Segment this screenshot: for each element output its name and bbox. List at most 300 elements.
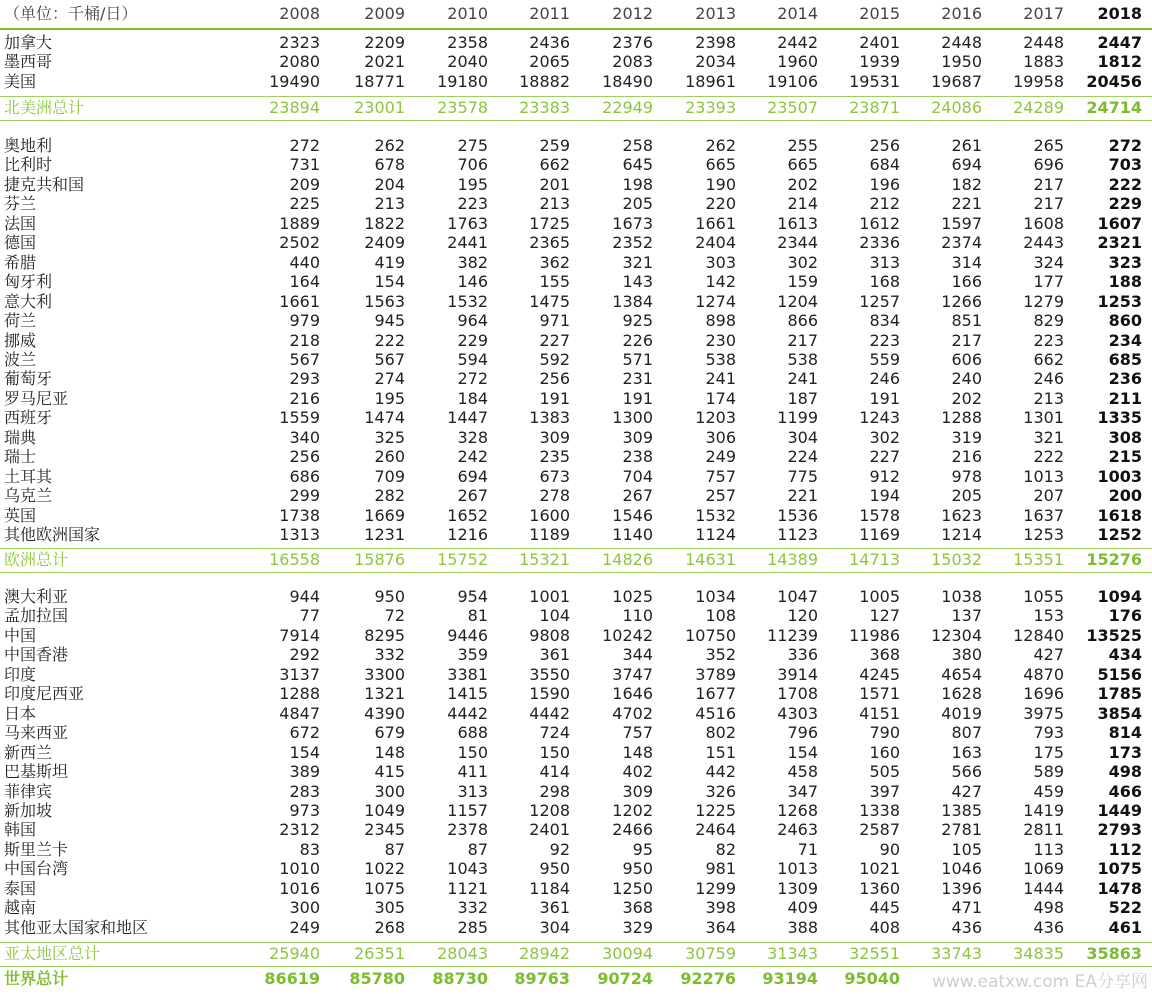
value-cell: 2080 [279, 52, 320, 72]
value-cell: 300 [289, 898, 320, 918]
value-cell: 2781 [941, 820, 982, 840]
value-cell: 231 [622, 369, 653, 389]
value-cell: 323 [1108, 252, 1142, 272]
value-cell: 22949 [602, 98, 653, 117]
value-cell: 9808 [529, 625, 570, 645]
value-cell: 1189 [529, 525, 570, 544]
value-cell: 1047 [777, 587, 818, 606]
value-cell: 23894 [269, 98, 320, 117]
value-cell: 1288 [941, 408, 982, 428]
value-cell: 223 [1033, 330, 1064, 350]
value-cell: 1652 [447, 505, 488, 525]
row-label: 中国香港 [4, 645, 69, 665]
value-cell: 34835 [1013, 944, 1064, 963]
value-cell: 19180 [437, 71, 488, 91]
value-cell: 32551 [849, 944, 900, 963]
value-cell: 11239 [767, 625, 818, 645]
value-cell: 71 [797, 839, 818, 859]
value-cell: 221 [951, 194, 982, 214]
value-cell: 262 [705, 136, 736, 155]
value-cell: 176 [1108, 606, 1142, 626]
row-label: 新加坡 [4, 800, 53, 820]
value-cell: 954 [457, 587, 488, 606]
value-cell: 1124 [695, 525, 736, 544]
value-cell: 272 [457, 369, 488, 389]
value-cell: 445 [869, 898, 900, 918]
table-row [0, 506, 1152, 526]
value-cell: 1043 [447, 859, 488, 879]
value-cell: 2312 [279, 820, 320, 840]
value-cell: 23871 [849, 98, 900, 117]
value-cell: 23001 [354, 98, 405, 117]
value-cell: 731 [289, 155, 320, 175]
value-cell: 4442 [447, 703, 488, 723]
value-cell: 2344 [777, 233, 818, 253]
value-cell: 30759 [685, 944, 736, 963]
value-cell: 2404 [695, 233, 736, 253]
value-cell: 226 [622, 330, 653, 350]
year-header: 2011 [529, 4, 570, 23]
header-row [0, 4, 1152, 24]
value-cell: 4702 [612, 703, 653, 723]
value-cell: 925 [622, 311, 653, 331]
value-cell: 2378 [447, 820, 488, 840]
value-cell: 154 [787, 742, 818, 762]
value-cell: 950 [622, 859, 653, 879]
value-cell: 981 [705, 859, 736, 879]
value-cell: 2464 [695, 820, 736, 840]
value-cell: 216 [951, 447, 982, 467]
value-cell: 1578 [859, 505, 900, 525]
value-cell: 24714 [1086, 98, 1142, 117]
value-cell: 30094 [602, 944, 653, 963]
value-cell: 336 [787, 645, 818, 665]
value-cell: 3854 [1097, 703, 1142, 723]
value-cell: 459 [1033, 781, 1064, 801]
value-cell: 19958 [1013, 71, 1064, 91]
value-cell: 105 [951, 839, 982, 859]
value-cell: 665 [787, 155, 818, 175]
table-row [0, 331, 1152, 351]
value-cell: 229 [457, 330, 488, 350]
value-cell: 724 [539, 723, 570, 743]
value-cell: 466 [1108, 781, 1142, 801]
value-cell: 442 [705, 762, 736, 782]
value-cell: 436 [1033, 917, 1064, 937]
table-row [0, 311, 1152, 331]
value-cell: 2358 [447, 33, 488, 52]
value-cell: 1812 [1097, 52, 1142, 72]
value-cell: 85780 [349, 969, 405, 988]
value-cell: 1597 [941, 213, 982, 233]
value-cell: 255 [787, 136, 818, 155]
value-cell: 397 [869, 781, 900, 801]
table-row [0, 723, 1152, 743]
value-cell: 388 [787, 917, 818, 937]
row-label: 加拿大 [4, 33, 53, 52]
value-cell: 814 [1108, 723, 1142, 743]
value-cell: 272 [1108, 136, 1142, 155]
value-cell: 1447 [447, 408, 488, 428]
row-label: 法国 [4, 213, 37, 233]
value-cell: 309 [622, 427, 653, 447]
value-cell: 1252 [1097, 525, 1142, 544]
value-cell: 703 [1108, 155, 1142, 175]
value-cell: 1204 [777, 291, 818, 311]
value-cell: 285 [457, 917, 488, 937]
table-row [0, 704, 1152, 724]
value-cell: 1300 [612, 408, 653, 428]
value-cell: 18961 [685, 71, 736, 91]
value-cell: 498 [1033, 898, 1064, 918]
value-cell: 1415 [447, 684, 488, 704]
value-cell: 223 [457, 194, 488, 214]
value-cell: 90 [879, 839, 900, 859]
value-cell: 973 [289, 800, 320, 820]
value-cell: 332 [457, 898, 488, 918]
value-cell: 706 [457, 155, 488, 175]
value-cell: 217 [1033, 174, 1064, 194]
value-cell: 673 [539, 466, 570, 486]
subtotal-row [0, 944, 1152, 964]
value-cell: 83 [299, 839, 320, 859]
value-cell: 1763 [447, 213, 488, 233]
value-cell: 3381 [447, 664, 488, 684]
row-label: 斯里兰卡 [4, 839, 69, 859]
value-cell: 175 [1033, 742, 1064, 762]
value-cell: 196 [869, 174, 900, 194]
value-cell: 402 [622, 762, 653, 782]
row-label: 越南 [4, 898, 37, 918]
table-row [0, 369, 1152, 389]
row-label: 乌克兰 [4, 486, 53, 506]
value-cell: 1590 [529, 684, 570, 704]
value-cell: 592 [539, 349, 570, 369]
value-cell: 224 [787, 447, 818, 467]
value-cell: 240 [951, 369, 982, 389]
value-cell: 398 [705, 898, 736, 918]
value-cell: 1121 [447, 878, 488, 898]
value-cell: 113 [1033, 839, 1064, 859]
row-label: 意大利 [4, 291, 53, 311]
value-cell: 1274 [695, 291, 736, 311]
value-cell: 204 [374, 174, 405, 194]
value-cell: 1049 [364, 800, 405, 820]
value-cell: 807 [951, 723, 982, 743]
value-cell: 14631 [685, 550, 736, 569]
value-cell: 2441 [447, 233, 488, 253]
value-cell: 1301 [1023, 408, 1064, 428]
value-cell: 567 [289, 349, 320, 369]
value-cell: 1738 [279, 505, 320, 525]
value-cell: 2811 [1023, 820, 1064, 840]
value-cell: 1038 [941, 587, 982, 606]
row-label: 其他欧洲国家 [4, 525, 101, 544]
value-cell: 92 [549, 839, 570, 859]
value-cell: 298 [539, 781, 570, 801]
row-label: 中国 [4, 625, 37, 645]
value-cell: 389 [289, 762, 320, 782]
row-label: 美国 [4, 71, 37, 91]
value-cell: 195 [374, 388, 405, 408]
value-cell: 324 [1033, 252, 1064, 272]
value-cell: 112 [1108, 839, 1142, 859]
value-cell: 1266 [941, 291, 982, 311]
value-cell: 672 [289, 723, 320, 743]
value-cell: 2502 [279, 233, 320, 253]
value-cell: 187 [787, 388, 818, 408]
value-cell: 1157 [447, 800, 488, 820]
value-cell: 411 [457, 762, 488, 782]
value-cell: 1203 [695, 408, 736, 428]
value-cell: 1532 [447, 291, 488, 311]
table-row [0, 665, 1152, 685]
row-label: 印度 [4, 664, 37, 684]
value-cell: 1253 [1023, 525, 1064, 544]
value-cell: 14713 [849, 550, 900, 569]
value-cell: 262 [374, 136, 405, 155]
value-cell: 209 [289, 174, 320, 194]
value-cell: 1449 [1097, 800, 1142, 820]
value-cell: 159 [787, 272, 818, 292]
value-cell: 3137 [279, 664, 320, 684]
row-label: 日本 [4, 703, 37, 723]
value-cell: 1001 [529, 587, 570, 606]
value-cell: 522 [1108, 898, 1142, 918]
value-cell: 408 [869, 917, 900, 937]
value-cell: 120 [787, 606, 818, 626]
value-cell: 2447 [1097, 33, 1142, 52]
unit-label: （单位：千桶/日） [4, 4, 138, 23]
value-cell: 414 [539, 762, 570, 782]
value-cell: 1669 [364, 505, 405, 525]
value-cell: 2401 [529, 820, 570, 840]
table-row [0, 606, 1152, 626]
value-cell: 1069 [1023, 859, 1064, 879]
value-cell: 222 [1033, 447, 1064, 467]
row-label: 韩国 [4, 820, 37, 840]
value-cell: 361 [539, 898, 570, 918]
row-label: 挪威 [4, 330, 37, 350]
row-label: 世界总计 [4, 969, 69, 988]
value-cell: 505 [869, 762, 900, 782]
table-row [0, 155, 1152, 175]
value-cell: 1094 [1097, 587, 1142, 606]
value-cell: 1677 [695, 684, 736, 704]
row-label: 捷克共和国 [4, 174, 85, 194]
value-cell: 217 [1033, 194, 1064, 214]
value-cell: 278 [539, 486, 570, 506]
year-header: 2009 [364, 4, 405, 23]
row-label: 印度尼西亚 [4, 684, 85, 704]
table-row [0, 292, 1152, 312]
table-row [0, 782, 1152, 802]
value-cell: 4442 [529, 703, 570, 723]
value-cell: 1123 [777, 525, 818, 544]
value-cell: 427 [951, 781, 982, 801]
value-cell: 2442 [777, 33, 818, 52]
subtotal-row [0, 98, 1152, 118]
row-label: 比利时 [4, 155, 53, 175]
value-cell: 440 [289, 252, 320, 272]
value-cell: 218 [289, 330, 320, 350]
table-row [0, 233, 1152, 253]
value-cell: 4019 [941, 703, 982, 723]
row-label: 英国 [4, 505, 37, 525]
value-cell: 188 [1108, 272, 1142, 292]
value-cell: 23393 [685, 98, 736, 117]
value-cell: 229 [1108, 194, 1142, 214]
value-cell: 538 [705, 349, 736, 369]
value-cell: 321 [622, 252, 653, 272]
table-row [0, 253, 1152, 273]
row-label: 欧洲总计 [4, 550, 69, 569]
value-cell: 1184 [529, 878, 570, 898]
value-cell: 709 [374, 466, 405, 486]
value-cell: 306 [705, 427, 736, 447]
value-cell: 309 [539, 427, 570, 447]
value-cell: 1335 [1097, 408, 1142, 428]
value-cell: 268 [374, 917, 405, 937]
row-label: 其他亚太国家和地区 [4, 917, 149, 937]
value-cell: 31343 [767, 944, 818, 963]
value-cell: 559 [869, 349, 900, 369]
value-cell: 3747 [612, 664, 653, 684]
value-cell: 567 [374, 349, 405, 369]
row-label: 菲律宾 [4, 781, 53, 801]
row-label: 荷兰 [4, 311, 37, 331]
year-header: 2016 [941, 4, 982, 23]
year-header: 2012 [612, 4, 653, 23]
row-label: 土耳其 [4, 466, 53, 486]
value-cell: 191 [539, 388, 570, 408]
value-cell: 1607 [1097, 213, 1142, 233]
row-label: 匈牙利 [4, 272, 53, 292]
value-cell: 4516 [695, 703, 736, 723]
value-cell: 104 [539, 606, 570, 626]
value-cell: 309 [622, 781, 653, 801]
value-cell: 685 [1108, 349, 1142, 369]
value-cell: 212 [869, 194, 900, 214]
value-cell: 1475 [529, 291, 570, 311]
value-cell: 168 [869, 272, 900, 292]
value-cell: 191 [622, 388, 653, 408]
table-row [0, 486, 1152, 506]
value-cell: 82 [715, 839, 736, 859]
value-cell: 1013 [1023, 466, 1064, 486]
value-cell: 2209 [364, 33, 405, 52]
value-cell: 3550 [529, 664, 570, 684]
table-row [0, 447, 1152, 467]
value-cell: 912 [869, 466, 900, 486]
value-cell: 1444 [1023, 878, 1064, 898]
value-cell: 154 [374, 272, 405, 292]
value-cell: 191 [869, 388, 900, 408]
value-cell: 1960 [777, 52, 818, 72]
value-cell: 1532 [695, 505, 736, 525]
row-divider [0, 942, 1152, 943]
value-cell: 1883 [1023, 52, 1064, 72]
value-cell: 293 [289, 369, 320, 389]
value-cell: 2323 [279, 33, 320, 52]
value-cell: 153 [1033, 606, 1064, 626]
value-cell: 851 [951, 311, 982, 331]
value-cell: 160 [869, 742, 900, 762]
table-row [0, 587, 1152, 607]
value-cell: 796 [787, 723, 818, 743]
value-cell: 2034 [695, 52, 736, 72]
value-cell: 246 [869, 369, 900, 389]
value-cell: 95040 [844, 969, 900, 988]
value-cell: 146 [457, 272, 488, 292]
value-cell: 24289 [1013, 98, 1064, 117]
value-cell: 15276 [1086, 550, 1142, 569]
value-cell: 328 [457, 427, 488, 447]
value-cell: 216 [289, 388, 320, 408]
value-cell: 1618 [1097, 505, 1142, 525]
value-cell: 834 [869, 311, 900, 331]
value-cell: 1385 [941, 800, 982, 820]
value-cell: 72 [384, 606, 405, 626]
value-cell: 303 [705, 252, 736, 272]
value-cell: 419 [374, 252, 405, 272]
value-cell: 222 [1108, 174, 1142, 194]
value-cell: 1889 [279, 213, 320, 233]
value-cell: 362 [539, 252, 570, 272]
value-cell: 18771 [354, 71, 405, 91]
value-cell: 1231 [364, 525, 405, 544]
value-cell: 217 [951, 330, 982, 350]
value-cell: 213 [1033, 388, 1064, 408]
value-cell: 1199 [777, 408, 818, 428]
value-cell: 1673 [612, 213, 653, 233]
value-cell: 571 [622, 349, 653, 369]
value-cell: 2376 [612, 33, 653, 52]
value-cell: 950 [374, 587, 405, 606]
value-cell: 368 [622, 898, 653, 918]
value-cell: 14389 [767, 550, 818, 569]
value-cell: 538 [787, 349, 818, 369]
value-cell: 88730 [432, 969, 488, 988]
value-cell: 2463 [777, 820, 818, 840]
value-cell: 28942 [519, 944, 570, 963]
value-cell: 260 [374, 447, 405, 467]
year-header: 2017 [1023, 4, 1064, 23]
value-cell: 201 [539, 174, 570, 194]
value-cell: 1559 [279, 408, 320, 428]
watermark: www.eatxw.com EA分享网 [932, 972, 1148, 992]
value-cell: 662 [539, 155, 570, 175]
value-cell: 1600 [529, 505, 570, 525]
value-cell: 686 [289, 466, 320, 486]
value-cell: 13525 [1086, 625, 1142, 645]
table-row [0, 389, 1152, 409]
value-cell: 1010 [279, 859, 320, 879]
value-cell: 1140 [612, 525, 653, 544]
value-cell: 1360 [859, 878, 900, 898]
value-cell: 155 [539, 272, 570, 292]
value-cell: 434 [1108, 645, 1142, 665]
value-cell: 361 [539, 645, 570, 665]
value-cell: 4303 [777, 703, 818, 723]
value-cell: 220 [705, 194, 736, 214]
value-cell: 898 [705, 311, 736, 331]
row-label: 北美洲总计 [4, 98, 85, 117]
table-row [0, 467, 1152, 487]
value-cell: 694 [457, 466, 488, 486]
value-cell: 1474 [364, 408, 405, 428]
value-cell: 14826 [602, 550, 653, 569]
